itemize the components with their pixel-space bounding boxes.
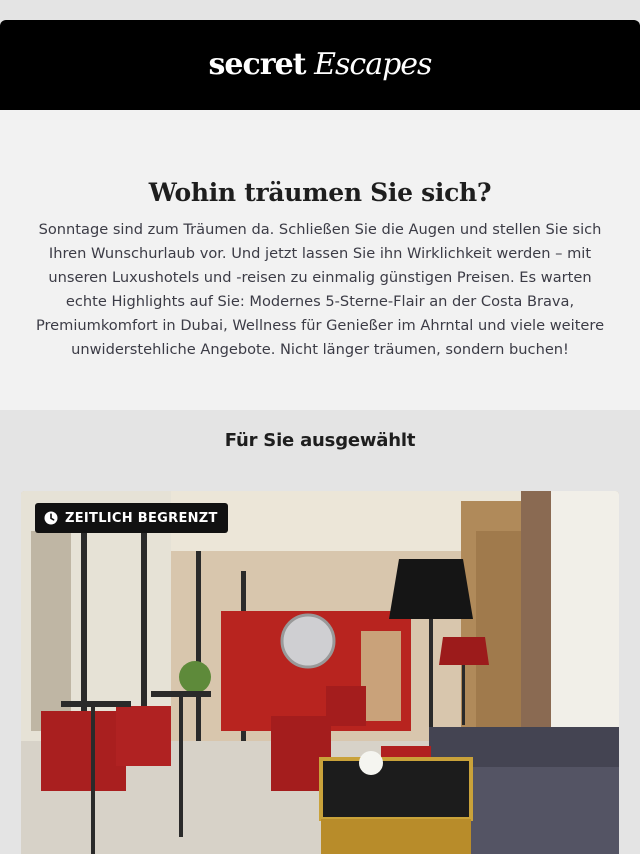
logo-text-secret: secret (208, 47, 306, 82)
hotel-lobby-image (21, 491, 619, 854)
intro-section (0, 110, 640, 410)
email-header (0, 20, 640, 110)
limited-time-badge (35, 503, 228, 533)
section-title-picks: Für Sie ausgewählt (224, 430, 416, 451)
secret-escapes-logo[interactable] (208, 47, 432, 82)
intro-title: Wohin träumen Sie sich? (148, 178, 492, 207)
logo-text-escapes: Escapes (314, 47, 432, 82)
limited-time-label: ZEITLICH BEGRENZT (65, 510, 218, 526)
offer-card-image[interactable] (21, 491, 619, 854)
intro-body: Sonntage sind zum Träumen da. Schließen Sie die Augen und stellen Sie sich Ihren Wunschurlaub vor. Und jetzt lassen Sie ihn Wirklichkeit werden – mit unseren Luxushotels und -reisen zu einmalig günstigen Preisen. Es warten echte Highlights auf Sie: Modernes 5-Sterne-Flair an der Costa Brava, Premiumkomfort in Dubai, Wellness für Genießer im Ahrntal und viele weitere unwiderstehliche Angebote. Nicht länger träumen, sondern buchen! (35, 221, 605, 358)
clock-icon (44, 511, 58, 525)
